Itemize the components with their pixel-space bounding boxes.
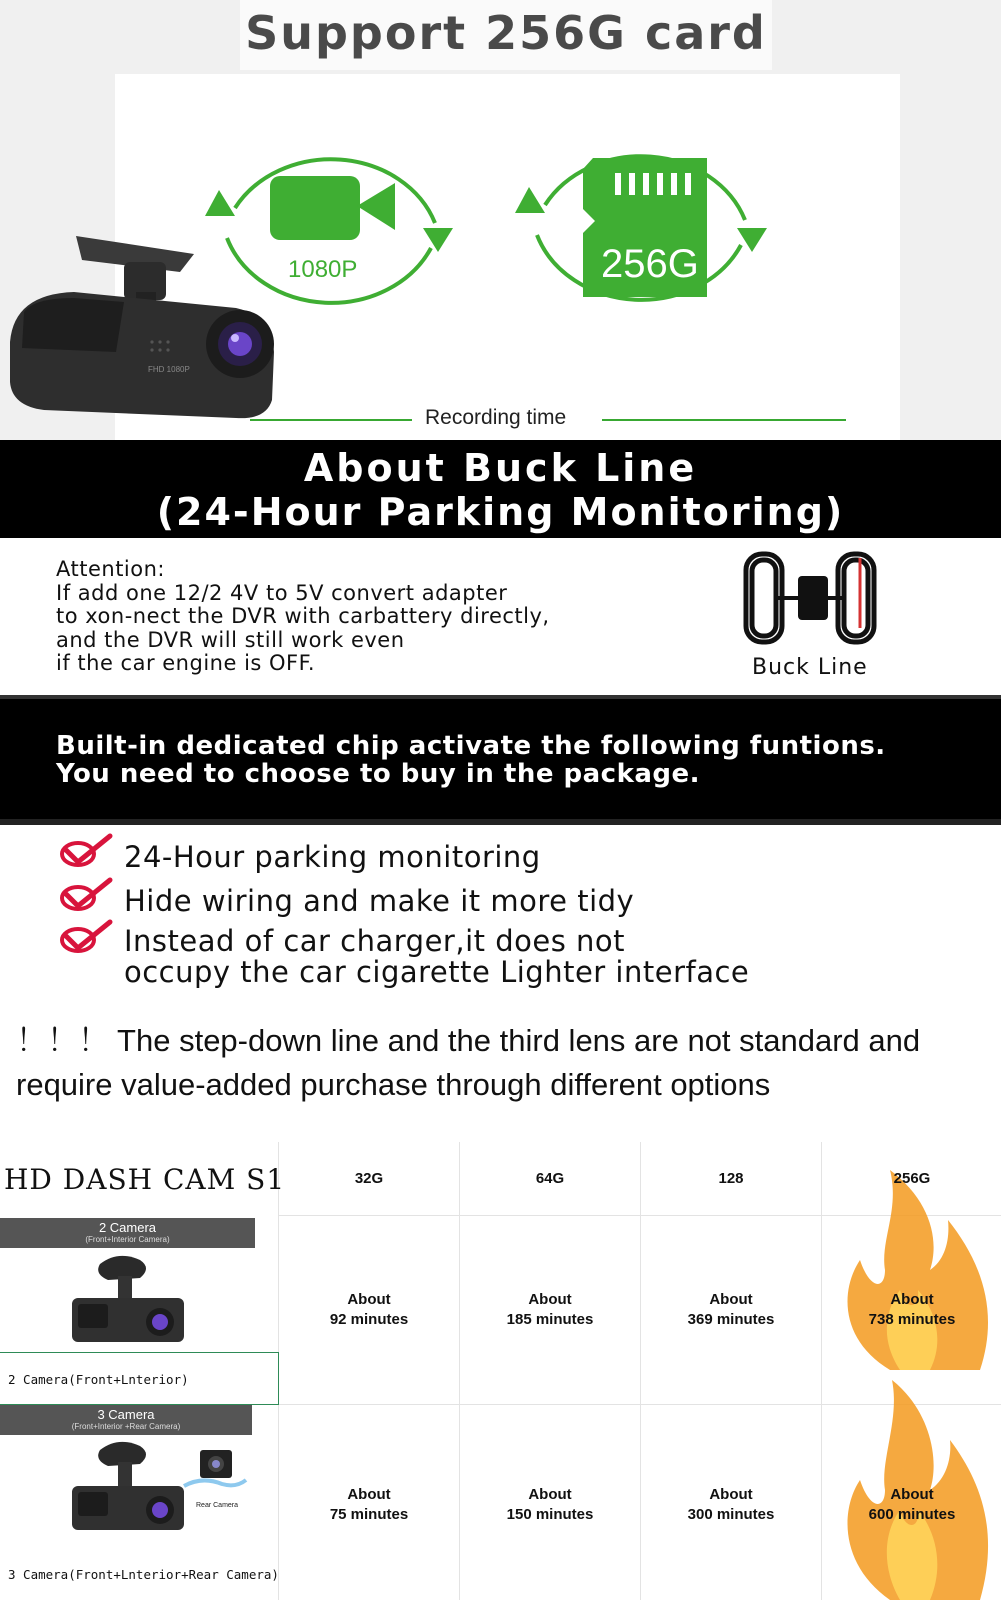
cell-line: About: [528, 1291, 572, 1308]
buck-line-cable-icon: [740, 548, 890, 648]
cell-line: 75 minutes: [329, 1506, 409, 1523]
attention-line: if the car engine is OFF.: [56, 651, 316, 675]
cell-line: About: [890, 1291, 934, 1308]
cell-line: About: [709, 1486, 753, 1503]
feature-charger: Instead of car charger,it does not: [124, 924, 626, 958]
row-caption: 3 Camera(Front+Lnterior+Rear Camera): [8, 1567, 279, 1582]
rear-camera-label: Rear Camera: [196, 1502, 239, 1509]
cell-line: About: [709, 1291, 753, 1308]
cell-line: About: [347, 1291, 391, 1308]
cell-line: 738 minutes: [868, 1311, 956, 1328]
cell-line: 92 minutes: [329, 1311, 409, 1328]
row-title: 2 Camera: [98, 1220, 157, 1235]
buck-line-header: [0, 440, 1001, 538]
buck-heading-line2: (24-Hour Parking Monitoring): [156, 490, 845, 534]
row-title: 3 Camera: [97, 1407, 155, 1422]
cell-line: 185 minutes: [506, 1311, 594, 1328]
attention-line: and the DVR will still work even: [56, 627, 405, 652]
recording-time-label: Recording time: [425, 406, 567, 429]
cell-line: About: [890, 1486, 934, 1503]
cell-line: 369 minutes: [687, 1311, 775, 1328]
feature-charger-cont: occupy the car cigarette Lighter interface: [124, 955, 750, 989]
table-cell: [822, 1485, 1001, 1525]
column-header-64g: 64G: [535, 1170, 565, 1187]
table-cell: [279, 1485, 459, 1525]
row-subtitle: (Front+Interior +Rear Camera): [71, 1422, 181, 1431]
row-title-3-camera: [0, 1405, 252, 1435]
attention-text: [56, 558, 550, 676]
check-icon: [58, 918, 114, 954]
buck-heading-line1: About Buck Line: [303, 446, 698, 490]
row-subtitle: (Front+Interior Camera): [85, 1235, 170, 1244]
attention-line: to xon-nect the DVR with carbattery directly,: [56, 604, 550, 628]
row-caption: 2 Camera(Front+Lnterior): [8, 1372, 189, 1387]
column-header-32g: 32G: [354, 1170, 384, 1187]
chip-line1: Built-in dedicated chip activate the following funtions.: [56, 731, 886, 761]
sd-card-cycle-icon: [515, 125, 775, 340]
row-title-2-camera: [0, 1218, 255, 1248]
table-cell: [641, 1485, 821, 1525]
cell-line: 150 minutes: [506, 1506, 594, 1523]
table-cell: [822, 1290, 1001, 1330]
table-divider: [640, 1142, 641, 1600]
note-line1: ！！！ The step-down line and the third lens are not standard and: [16, 1023, 921, 1058]
product-brand: HD DASH CAM S1: [4, 1163, 286, 1196]
three-camera-image: [68, 1440, 188, 1536]
video-resolution-label: 1080P: [288, 256, 358, 283]
banner-title: Support 256G card: [245, 6, 767, 60]
cell-line: 600 minutes: [868, 1506, 956, 1523]
feature-parking: 24-Hour parking monitoring: [124, 840, 541, 874]
dashcam-mark: FHD 1080P: [148, 365, 190, 374]
column-header-128: 128: [718, 1170, 744, 1187]
feature-wiring: Hide wiring and make it more tidy: [124, 884, 635, 918]
table-cell: [460, 1485, 640, 1525]
buck-line-label: Buck Line: [752, 655, 868, 680]
table-cell: [641, 1290, 821, 1330]
table-cell: [279, 1290, 459, 1330]
flame-icon: [830, 1170, 1000, 1370]
recording-line-right: [602, 419, 846, 421]
chip-banner: [0, 695, 1001, 825]
attention-line: Attention:: [56, 557, 165, 581]
card-capacity-label: 256G: [601, 242, 699, 286]
two-camera-image: [68, 1254, 188, 1348]
table-cell: [460, 1290, 640, 1330]
table-divider: [459, 1142, 460, 1600]
rear-camera-image: [182, 1446, 248, 1496]
attention-line: If add one 12/2 4V to 5V convert adapter: [56, 580, 508, 605]
column-header-256g: 256G: [893, 1170, 931, 1187]
cell-line: About: [347, 1486, 391, 1503]
table-divider: [821, 1142, 822, 1600]
check-icon: [58, 832, 114, 868]
dash-cam-image: [4, 232, 294, 432]
check-icon: [58, 876, 114, 912]
note-line2: require value-added purchase through different options: [16, 1067, 771, 1102]
chip-line2: You need to choose to buy in the package.: [56, 759, 701, 789]
cell-line: 300 minutes: [687, 1506, 775, 1523]
cell-line: About: [528, 1486, 572, 1503]
